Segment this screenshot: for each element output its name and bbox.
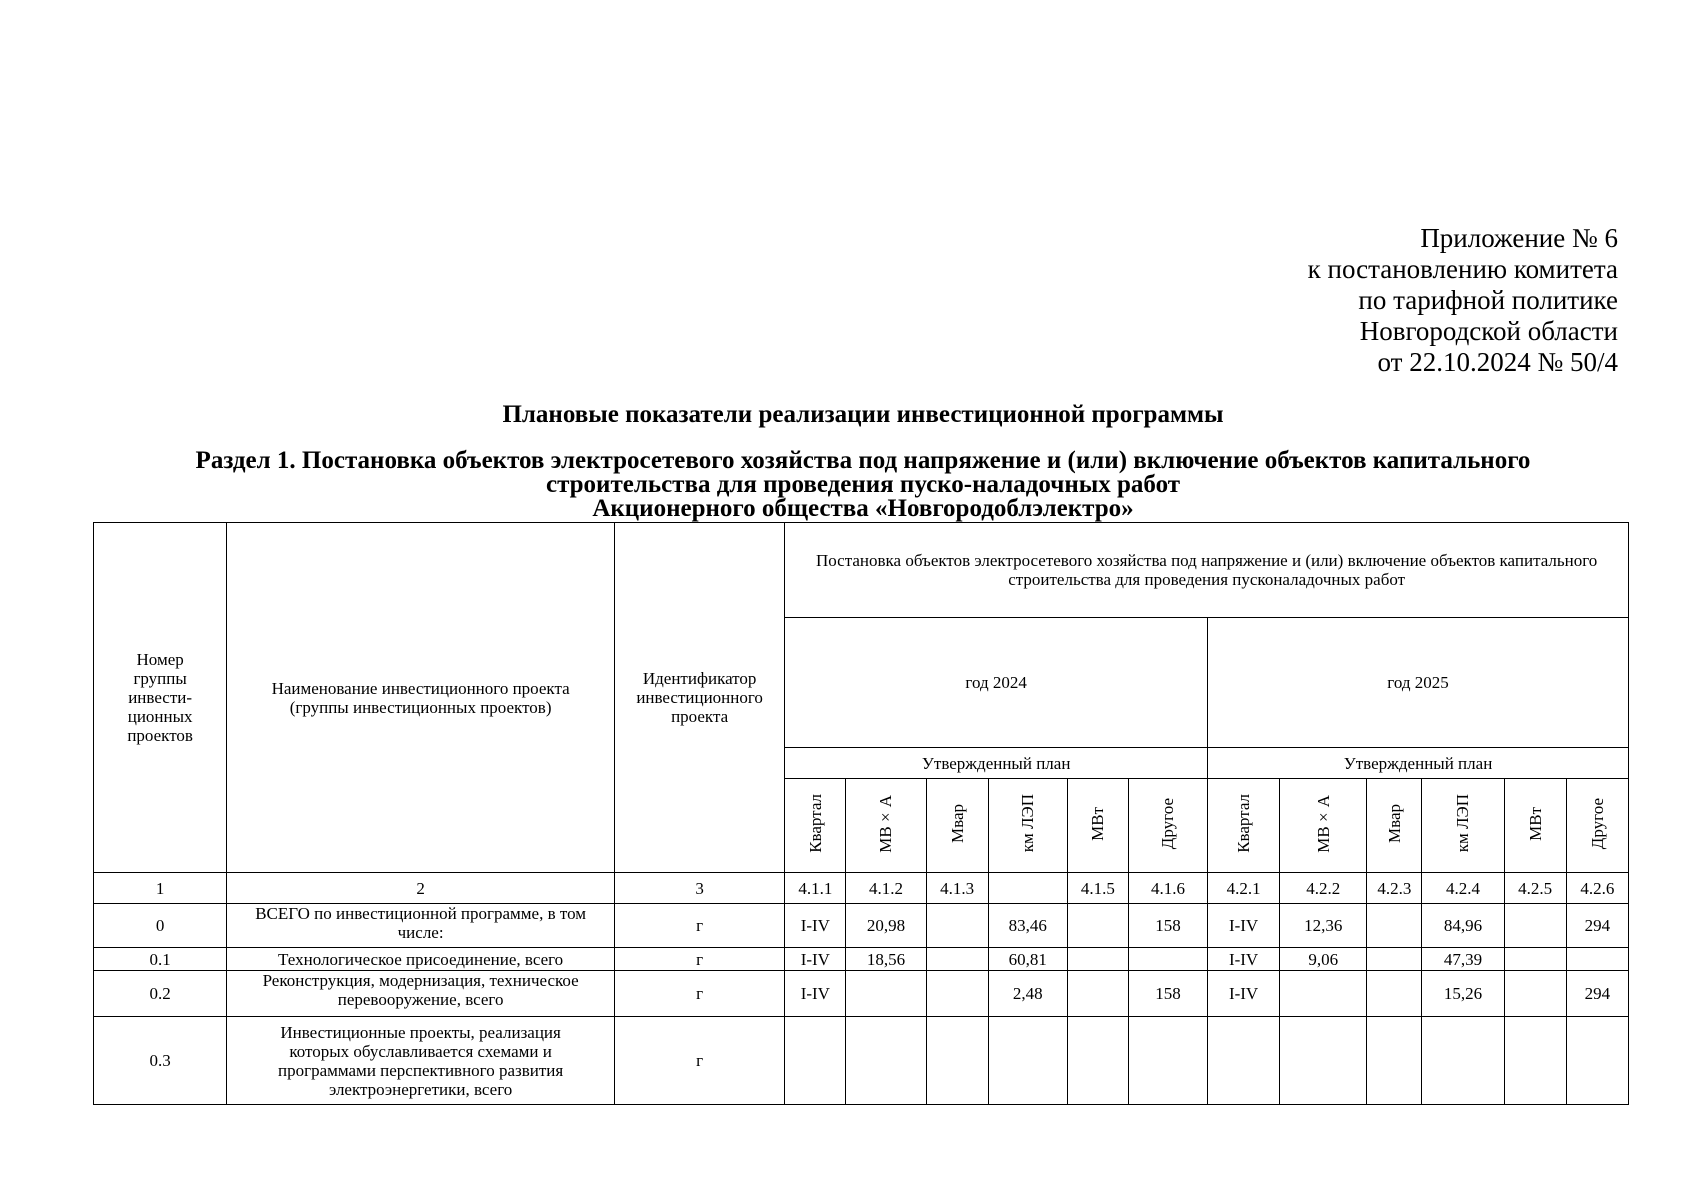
header-year-2024: год 2024	[785, 618, 1208, 748]
value-cell	[926, 948, 988, 971]
quarter-cell: I-IV	[785, 948, 846, 971]
value-cell	[1504, 904, 1566, 948]
value-cell: 47,39	[1422, 948, 1504, 971]
value-cell	[1067, 1017, 1128, 1105]
table-row	[94, 971, 1629, 1017]
numbering-cell: 4.2.6	[1566, 873, 1628, 904]
value-cell	[926, 1017, 988, 1105]
subheader-cell	[988, 779, 1067, 873]
project-id-cell: г	[614, 1017, 784, 1105]
value-cell	[1367, 971, 1422, 1017]
subheader-cell	[1422, 779, 1504, 873]
numbering-cell	[988, 873, 1067, 904]
appendix-line: по тарифной политике	[1358, 285, 1618, 315]
header-project-id: Идентификатор инвестиционного проекта	[614, 523, 784, 873]
appendix-line: к постановлению комитета	[1307, 254, 1618, 284]
value-cell	[926, 971, 988, 1017]
numbering-cell: 2	[227, 873, 615, 904]
group-number-cell: 0.3	[94, 1017, 227, 1105]
header-top: Постановка объектов электросетевого хозяйства под напряжение и (или) включение объектов капитального строительства для проведения пусконаладочных работ	[785, 523, 1629, 618]
numbering-cell: 4.1.3	[926, 873, 988, 904]
subheader-cell	[1280, 779, 1367, 873]
group-number-cell: 0.1	[94, 948, 227, 971]
header-project-name: Наименование инвестиционного проекта (группы инвестиционных проектов)	[227, 523, 615, 873]
subheader-label: км ЛЭП	[1453, 794, 1473, 853]
numbering-row	[94, 873, 1629, 904]
subheader-label: Другое	[1587, 797, 1607, 850]
value-cell	[1367, 1017, 1422, 1105]
section-heading-line: Акционерного общества «Новгородоблэлектро»	[592, 495, 1134, 522]
value-cell	[1367, 904, 1422, 948]
value-cell: 158	[1128, 971, 1207, 1017]
value-cell: 9,06	[1280, 948, 1367, 971]
project-id-cell: г	[614, 904, 784, 948]
subheader-cell	[846, 779, 926, 873]
table-row	[94, 904, 1629, 948]
numbering-cell: 3	[614, 873, 784, 904]
group-number-cell: 0	[94, 904, 227, 948]
value-cell: 60,81	[988, 948, 1067, 971]
value-cell	[1128, 948, 1207, 971]
value-cell	[926, 904, 988, 948]
indicators-table	[93, 522, 1629, 1105]
value-cell	[1067, 948, 1128, 971]
appendix-block	[1308, 223, 1618, 378]
table-row	[94, 948, 1629, 971]
value-cell	[1067, 971, 1128, 1017]
subheader-label: Квартал	[1234, 794, 1254, 853]
section-heading-line: строительства для проведения пуско-наладочных работ	[545, 471, 1181, 498]
document-title: Плановые показатели реализации инвестиционной программы	[502, 401, 1224, 428]
value-cell	[1504, 971, 1566, 1017]
subheader-label: Мвар	[1384, 804, 1404, 843]
value-cell: 18,56	[846, 948, 926, 971]
quarter-cell	[785, 1017, 846, 1105]
appendix-line: от 22.10.2024 № 50/4	[1377, 347, 1618, 377]
project-name-cell: Реконструкция, модернизация, техническое перевооружение, всего	[227, 971, 615, 1017]
value-cell	[1504, 1017, 1566, 1105]
numbering-cell: 4.2.4	[1422, 873, 1504, 904]
value-cell	[1367, 948, 1422, 971]
numbering-cell: 4.2.3	[1367, 873, 1422, 904]
subheader-cell	[1566, 779, 1628, 873]
value-cell: 294	[1566, 971, 1628, 1017]
subheader-label: МВ×А	[876, 794, 896, 853]
value-cell: 15,26	[1422, 971, 1504, 1017]
project-id-cell: г	[614, 948, 784, 971]
value-cell: 294	[1566, 904, 1628, 948]
quarter-cell: I-IV	[1208, 948, 1280, 971]
value-cell	[1128, 1017, 1207, 1105]
value-cell	[1422, 1017, 1504, 1105]
project-name-cell: ВСЕГО по инвестиционной программе, в том числе:	[227, 904, 615, 948]
numbering-cell: 1	[94, 873, 227, 904]
value-cell	[1504, 948, 1566, 971]
numbering-cell: 4.1.1	[785, 873, 846, 904]
subheader-cell	[785, 779, 846, 873]
subheader-label: МВ×А	[1313, 794, 1333, 853]
subheader-cell	[1208, 779, 1280, 873]
table-row	[94, 1017, 1629, 1105]
value-cell: 12,36	[1280, 904, 1367, 948]
subheader-cell	[1367, 779, 1422, 873]
value-cell	[1067, 904, 1128, 948]
value-cell: 158	[1128, 904, 1207, 948]
subheader-label: Квартал	[805, 794, 825, 853]
header-plan-2024: Утвержденный план	[785, 748, 1208, 779]
subheader-cell	[1067, 779, 1128, 873]
quarter-cell: I-IV	[1208, 904, 1280, 948]
value-cell	[988, 1017, 1067, 1105]
quarter-cell: I-IV	[1208, 971, 1280, 1017]
project-name-cell: Технологическое присоединение, всего	[227, 948, 615, 971]
value-cell: 20,98	[846, 904, 926, 948]
subheader-label: МВт	[1088, 806, 1108, 841]
value-cell	[1280, 971, 1367, 1017]
quarter-cell: I-IV	[785, 971, 846, 1017]
section-heading-line: Раздел 1. Постановка объектов электросетевого хозяйства под напряжение и (или) включение объектов капитального	[195, 447, 1531, 474]
numbering-cell: 4.2.2	[1280, 873, 1367, 904]
numbering-cell: 4.1.5	[1067, 873, 1128, 904]
header-group-number: Номер группы инвести-ционных проектов	[94, 523, 227, 873]
subheader-cell	[1128, 779, 1207, 873]
value-cell	[1566, 1017, 1628, 1105]
section-heading	[0, 449, 1692, 521]
numbering-cell: 4.2.5	[1504, 873, 1566, 904]
numbering-cell: 4.2.1	[1208, 873, 1280, 904]
subheader-label: Другое	[1158, 797, 1178, 850]
value-cell: 84,96	[1422, 904, 1504, 948]
subheader-label: км ЛЭП	[1018, 794, 1038, 853]
project-name-cell: Инвестиционные проекты, реализация которых обуславливается схемами и программами перспективного развития электроэнергетики, всего	[227, 1017, 615, 1105]
appendix-line: Приложение № 6	[1420, 223, 1618, 253]
subheader-cell	[1504, 779, 1566, 873]
subheader-label: МВт	[1525, 806, 1545, 841]
value-cell: 83,46	[988, 904, 1067, 948]
header-year-2025: год 2025	[1208, 618, 1629, 748]
appendix-line: Новгородской области	[1359, 316, 1618, 346]
numbering-cell: 4.1.2	[846, 873, 926, 904]
value-cell: 2,48	[988, 971, 1067, 1017]
subheader-label: Мвар	[947, 804, 967, 843]
project-id-cell: г	[614, 971, 784, 1017]
header-plan-2025: Утвержденный план	[1208, 748, 1629, 779]
numbering-cell: 4.1.6	[1128, 873, 1207, 904]
quarter-cell: I-IV	[785, 904, 846, 948]
value-cell	[1566, 948, 1628, 971]
value-cell	[846, 971, 926, 1017]
value-cell	[846, 1017, 926, 1105]
subheader-cell	[926, 779, 988, 873]
value-cell	[1280, 1017, 1367, 1105]
group-number-cell: 0.2	[94, 971, 227, 1017]
quarter-cell	[1208, 1017, 1280, 1105]
